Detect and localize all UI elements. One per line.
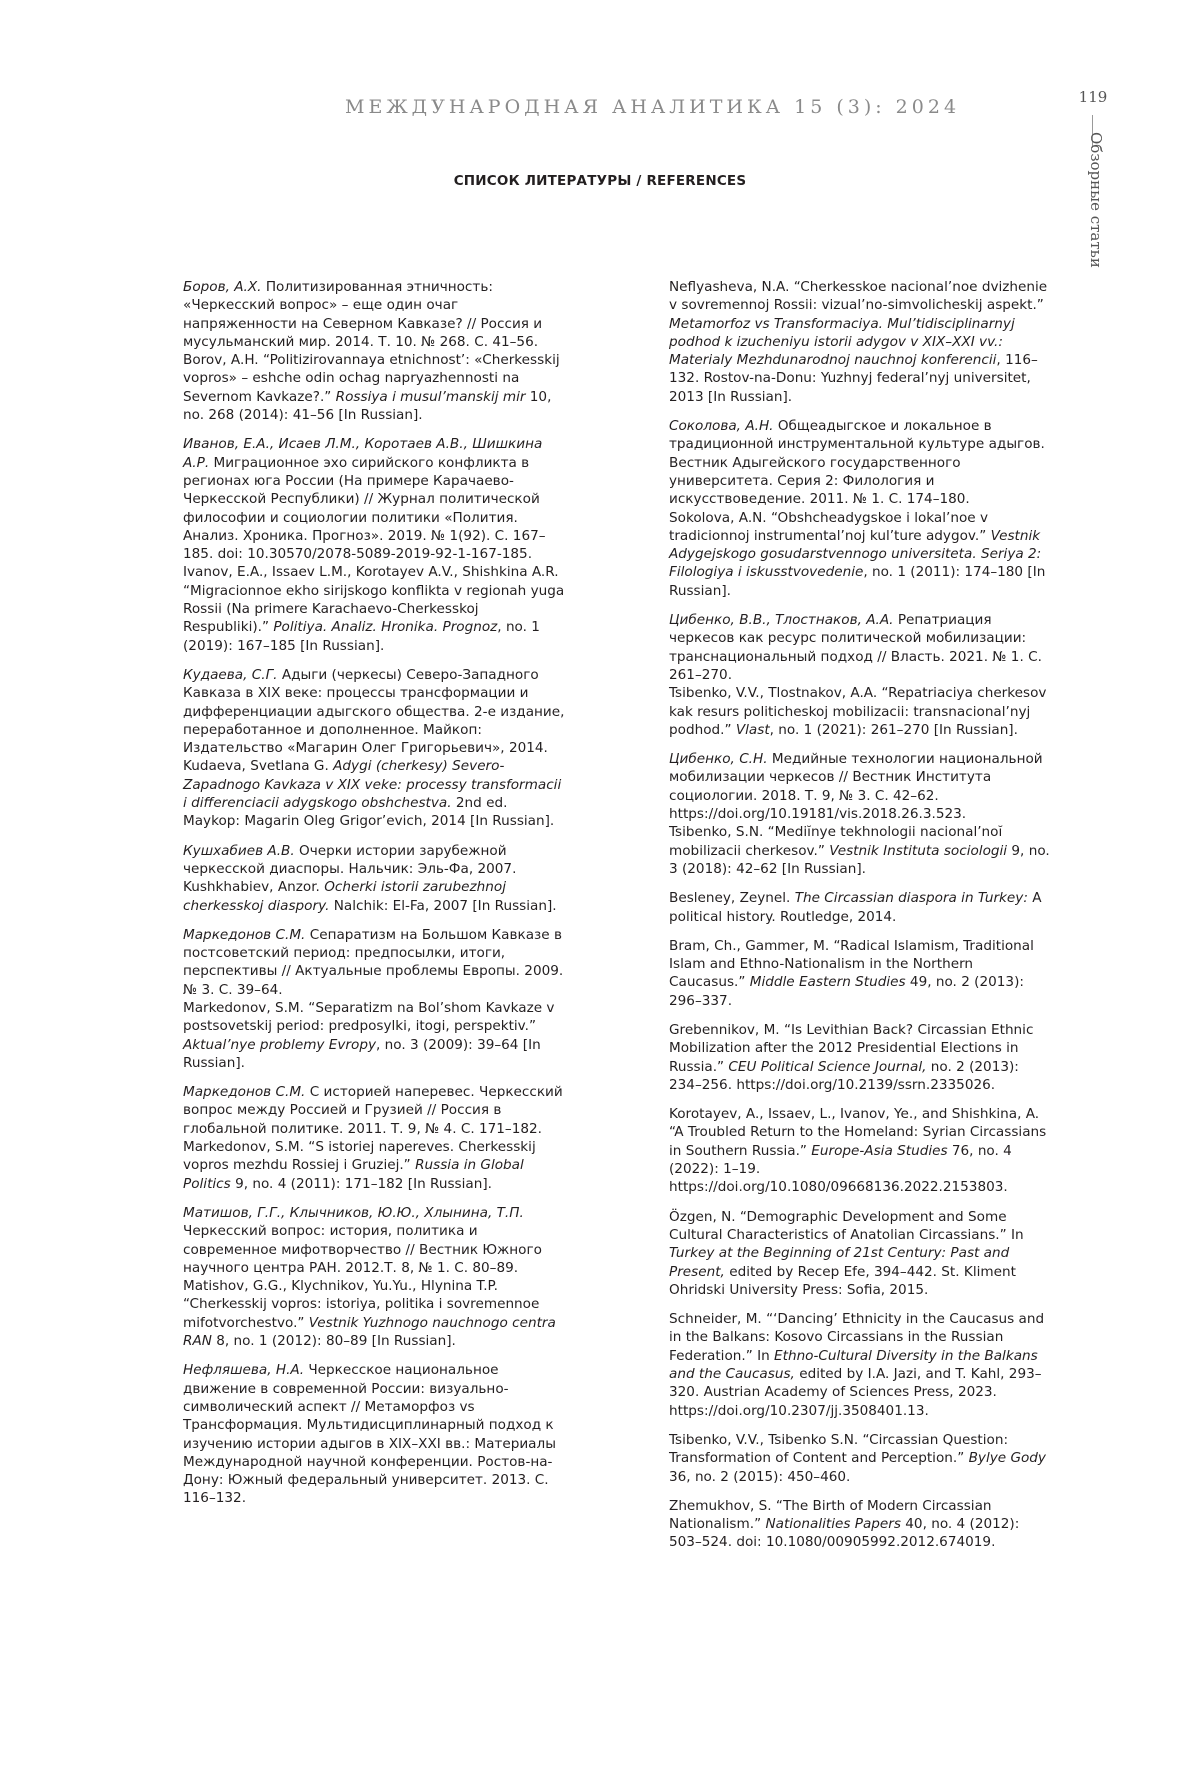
reference-entry xyxy=(633,611,1051,739)
reference-text: Адыги (черкесы) Северо-Западного Кавказа в XIX веке: процессы трансформации и дифференциации адыгского общества. 2-е издание, переработанное и дополненное. Майкоп: Издательство «Магарин Олег Григорьевич», 2014. xyxy=(183,666,565,757)
journal-header: МЕЖДУНАРОДНАЯ АНАЛИТИКА 15 (3): 2024 xyxy=(345,96,961,118)
reference-entry xyxy=(633,1208,1051,1299)
reference-text: Сепаратизм на Большом Кавказе в постсоветский период: предпосылки, итоги, перспективы // Актуальные проблемы Европы. 2009. № 3. С. 39–64. xyxy=(183,926,564,998)
reference-author: Боров, А.Х. xyxy=(183,279,262,295)
reference-author: Маркедонов С.М. xyxy=(183,926,306,943)
reference-transliteration xyxy=(633,1431,1051,1486)
reference-text: Markedonov, S.M. “S istoriej napereves. Cherkesskij vopros mezhdu Rossiej i Gruziej.” xyxy=(183,1139,536,1174)
reference-transliteration xyxy=(147,563,565,654)
reference-text: Schneider, M. “‘Dancing’ Ethnicity in the Caucasus and in the Balkans: Kosovo Circassians in the Russian Federation.” In xyxy=(669,1311,1045,1364)
reference-text: Репатриация черкесов как ресурс политической мобилизации: транснациональный подход // Власть. 2021. № 1. С. 261–270. xyxy=(669,612,1042,683)
reference-source: Europe-Asia Studies xyxy=(811,1142,948,1159)
reference-text: Очерки истории зарубежной черкесской диаспоры. Нальчик: Эль-Фа, 2007. xyxy=(183,842,517,877)
reference-transliteration xyxy=(633,509,1051,600)
reference-transliteration xyxy=(633,889,1051,926)
reference-source: Bylye Gody xyxy=(968,1450,1046,1467)
reference-entry xyxy=(633,278,1051,406)
reference-details: no. 2 (2013): 234–256. https://doi.org/10.2139/ssrn.2335026. xyxy=(669,1058,1019,1093)
reference-transliteration xyxy=(147,1138,565,1193)
reference-text: Tsibenko, V.V., Tlostnakov, A.A. “Repatriaciya cherkesov kak resurs politicheskoj mobilizacii: transnacional’nyj podhod.” xyxy=(669,685,1047,738)
reference-details: , no. 3 (2009): 39–64 [In Russian]. xyxy=(183,1036,541,1071)
reference-entry xyxy=(147,842,565,915)
reference-transliteration xyxy=(147,878,565,915)
reference-details: edited by Recep Efe, 394–442. St. Kliment Ohridski University Press: Sofia, 2015. xyxy=(669,1263,1016,1298)
reference-entry xyxy=(633,889,1051,926)
reference-details: , 116–132. Rostov-na-Donu: Yuzhnyj federal’nyj universitet, 2013 [In Russian]. xyxy=(669,352,1038,405)
reference-author: Кушхабиев А.В. xyxy=(183,842,295,859)
reference-entry xyxy=(633,1431,1051,1486)
reference-text: Черкесское национальное движение в современной России: визуально-символический аспект // Метаморфоз vs Трансформация. Мультидисциплинарный подход к изучению истории адыгов в XIX–XXI вв.: Материалы Международной научной конференции. Ростов-на-Дону: Южный федеральный университет. 2013. С. 116–132. xyxy=(183,1362,556,1507)
reference-details: , no. 1 (2011): 174–180 [In Russian]. xyxy=(669,564,1046,599)
reference-entry xyxy=(633,937,1051,1010)
reference-source: Aktual’nye problemy Evropy xyxy=(183,1036,377,1053)
reference-text: Sokolova, A.N. “Obshcheadygskoe i lokal’noe v tradicionnoj instrumental’noj kul’ture adygov.” xyxy=(669,509,989,544)
reference-entry xyxy=(147,435,565,655)
reference-transliteration xyxy=(633,1021,1051,1094)
reference-entry xyxy=(633,1497,1051,1552)
reference-entry xyxy=(633,750,1051,878)
reference-text: Kushkhabiev, Anzor. xyxy=(183,879,320,896)
reference-details: 76, no. 4 (2022): 1–19. https://doi.org/10.1080/09668136.2022.2153803. xyxy=(669,1142,1012,1196)
references-right-column xyxy=(633,278,1051,1563)
reference-author: Кудаева, С.Г. xyxy=(183,666,278,683)
reference-text: Zhemukhov, S. “The Birth of Modern Circassian Nationalism.” xyxy=(669,1497,992,1533)
reference-text: Markedonov, S.M. “Separatizm na Bol’shom Kavkaze v postsovetskij period: predposylki, itogi, perspektiv.” xyxy=(183,999,555,1035)
reference-original xyxy=(147,926,565,999)
reference-author: Маркедонов С.М. xyxy=(183,1084,306,1101)
reference-text: Медийные технологии национальной мобилизации черкесов // Вестник Института социологии. 2018. Т. 9, № 3. С. 42–62. https://doi.org/10.19181/vis.2018.26.3.523. xyxy=(669,751,1043,823)
reference-source: Turkey at the Beginning of 21st Century: Past and Present, xyxy=(669,1245,1010,1280)
reference-transliteration xyxy=(147,351,565,424)
reference-source: Vestnik Yuzhnogo nauchnogo centra RAN xyxy=(183,1314,556,1350)
reference-entry xyxy=(633,1021,1051,1094)
reference-details: 36, no. 2 (2015): 450–460. xyxy=(669,1468,851,1485)
reference-text: Политизированная этничность: «Черкесский вопрос» – еще один очаг напряженности на Северном Кавказе? // Россия и мусульманский мир. 2014. Т. 10. № 268. С. 41–56. xyxy=(183,279,543,350)
reference-entry xyxy=(633,1105,1051,1196)
reference-original xyxy=(633,611,1051,684)
reference-source: Russia in Global Politics xyxy=(183,1157,524,1192)
reference-original xyxy=(147,278,565,351)
reference-text: Общеадыгское и локальное в традиционной инструментальной культуре адыгов. Вестник Адыгейского государственного университета. Серия 2: Филология и искусствоведение. 2011. № 1. С. 174–180. xyxy=(669,418,1045,508)
reference-text: Özgen, N. “Demographic Development and Some Cultural Characteristics of Anatolian Circassians.” In xyxy=(669,1208,1024,1243)
reference-details: 49, no. 2 (2013): 296–337. xyxy=(669,974,1024,1009)
reference-author: Иванов, Е.А., Исаев Л.М., Коротаев А.В., Шишкина А.Р. xyxy=(183,436,543,471)
section-label: Обзорные статьи xyxy=(1087,132,1105,268)
reference-entry xyxy=(147,1361,565,1507)
reference-source: Metamorfoz vs Transformaciya. Mul’tidisciplinarnyj podhod k izucheniyu istorii adygov v XIX–XXI vv.: Materialy Mezhdunarodnoj nauchnoj konferencii xyxy=(669,315,1015,369)
reference-source: Adygi (cherkesy) Severo-Zapadnogo Kavkaza v XIX veke: processy transformacii i differenciacii adygskogo obshchestva. xyxy=(183,758,562,812)
reference-transliteration xyxy=(147,1277,565,1350)
reference-original xyxy=(147,842,565,879)
reference-transliteration xyxy=(633,1105,1051,1196)
reference-author: Нефляшева, Н.А. xyxy=(183,1362,305,1379)
reference-text: С историей наперевес. Черкесский вопрос между Россией и Грузией // Россия в глобальной политике. 2011. Т. 9, № 4. С. 171–182. xyxy=(183,1084,563,1137)
reference-details: 2nd ed. Maykop: Magarin Oleg Grigor’evich, 2014 [In Russian]. xyxy=(183,795,555,830)
reference-text: Borov, A.H. “Politizirovannaya etnichnost’: «Cherkesskij vopros» – eshche odin ochag napryazhennosti na Severnom Kavkaze?.” xyxy=(183,352,560,405)
reference-source: Nationalities Papers xyxy=(765,1516,901,1533)
reference-original xyxy=(147,666,565,757)
reference-text: Matishov, G.G., Klychnikov, Yu.Yu., Hlynina T.P. “Cherkesskij vopros: istoriya, politika i sovremennoe mifotvorchestvo.” xyxy=(183,1278,540,1331)
reference-source: Ocherki istorii zarubezhnoj cherkesskoj diaspory. xyxy=(183,879,506,914)
reference-original xyxy=(147,1083,565,1138)
reference-source: Politiya. Analiz. Hronika. Prognoz xyxy=(273,619,498,636)
reference-details: , no. 1 (2019): 167–185 [In Russian]. xyxy=(183,619,540,654)
reference-transliteration xyxy=(633,823,1051,878)
reference-text: Grebennikov, M. “Is Levithian Back? Circassian Ethnic Mobilization after the 2012 Presidential Elections in Russia.” xyxy=(669,1021,1034,1075)
reference-author: Цибенко, В.В., Тлостнаков, А.А. xyxy=(669,612,894,629)
reference-details: , no. 1 (2021): 261–270 [In Russian]. xyxy=(769,721,1018,738)
reference-details: 8, no. 1 (2012): 80–89 [In Russian]. xyxy=(216,1333,456,1350)
reference-source: Rossiya i musul’manskij mir xyxy=(335,388,526,405)
reference-source: CEU Political Science Journal, xyxy=(728,1058,927,1075)
reference-source: Vestnik Adygejskogo gosudarstvennogo universiteta. Seriya 2: Filologiya i iskusstvovedenie xyxy=(669,527,1042,581)
reference-source: Vestnik Instituta sociologii xyxy=(829,842,1008,859)
reference-text: Ivanov, E.A., Issaev L.M., Korotayev A.V., Shishkina A.R. “Migracionnoe ekho sirijskogo konflikta v regionah yuga Rossii (Na primere Karachaevo-Cherkesskoj Respubliki).” xyxy=(183,564,565,636)
reference-entry xyxy=(147,1204,565,1350)
reference-transliteration xyxy=(633,937,1051,1010)
reference-transliteration xyxy=(633,1497,1051,1552)
reference-details: 10, no. 268 (2014): 41–56 [In Russian]. xyxy=(183,388,552,424)
reference-transliteration xyxy=(147,757,565,830)
reference-original xyxy=(147,1204,565,1277)
reference-text: Neflyasheva, N.A. “Cherkesskoe nacional’noe dvizhenie v sovremennoj Rossii: vizual’no-simvolicheskij aspekt.” xyxy=(669,279,1048,314)
reference-original xyxy=(633,417,1051,508)
reference-original xyxy=(147,435,565,563)
reference-source: Vlast xyxy=(735,721,770,738)
reference-entry xyxy=(147,1083,565,1193)
reference-entry xyxy=(147,666,565,831)
reference-author: Цибенко, С.Н. xyxy=(669,751,768,768)
reference-transliteration xyxy=(633,278,1051,406)
reference-details: 9, no. 3 (2018): 42–62 [In Russian]. xyxy=(669,842,1050,877)
reference-source: Middle Eastern Studies xyxy=(749,974,906,991)
references-left-column xyxy=(147,278,565,1519)
reference-transliteration xyxy=(633,684,1051,739)
reference-entry xyxy=(633,1310,1051,1420)
reference-source: Ethno-Cultural Diversity in the Balkans and the Caucasus, xyxy=(669,1347,1038,1383)
reference-author: Соколова, А.Н. xyxy=(669,418,774,435)
reference-entry xyxy=(147,278,565,424)
reference-details: 40, no. 4 (2012): 503–524. doi: 10.1080/00905992.2012.674019. xyxy=(669,1516,1020,1551)
reference-text: Миграционное эхо сирийского конфликта в регионах юга России (На примере Карачаево-Черкесской Республики) // Журнал политической философии и социологии политики «Полития. Анализ. Хроника. Прогноз». 2019. № 1(92). С. 167–185. doi: 10.30570/2078-5089-2019-92-1-167-185. xyxy=(183,454,546,563)
page-number: 119 xyxy=(1078,88,1108,106)
reference-original xyxy=(147,1361,565,1507)
reference-text: Bram, Ch., Gammer, M. “Radical Islamism, Traditional Islam and Ethno-Nationalism in the Northern Caucasus.” xyxy=(669,937,1034,991)
reference-entry xyxy=(147,926,565,1072)
reference-transliteration xyxy=(633,1310,1051,1420)
reference-transliteration xyxy=(147,999,565,1072)
reference-details: 9, no. 4 (2011): 171–182 [In Russian]. xyxy=(235,1175,492,1192)
reference-text: Tsibenko, S.N. “Mediĭnye tekhnologii nacional’noĭ mobilizacii cherkesov.” xyxy=(669,824,1003,859)
references-title: СПИСОК ЛИТЕРАТУРЫ / REFERENCES xyxy=(453,173,747,189)
reference-transliteration xyxy=(633,1208,1051,1299)
reference-details: A political history. Routledge, 2014. xyxy=(669,890,1042,925)
reference-text: Besleney, Zeynel. xyxy=(669,890,791,907)
reference-text: Tsibenko, V.V., Tsibenko S.N. “Circassian Question: Transformation of Content and Perception.” xyxy=(669,1431,1009,1467)
reference-text: Черкесский вопрос: история, политика и современное мифотворчество // Вестник Южного научного центра РАН. 2012.Т. 8, № 1. С. 80–89. xyxy=(183,1223,542,1276)
reference-text: Korotayev, A., Issaev, L., Ivanov, Ye., and Shishkina, A. “A Troubled Return to the Homeland: Syrian Circassians in Southern Russia.” xyxy=(669,1106,1047,1159)
reference-source: The Circassian diaspora in Turkey: xyxy=(794,890,1033,907)
reference-original xyxy=(633,750,1051,823)
reference-details: Nalchik: El-Fa, 2007 [In Russian]. xyxy=(333,897,557,914)
reference-text: Kudaeva, Svetlana G. xyxy=(183,758,329,775)
reference-details: edited by I.A. Jazi, and T. Kahl, 293–320. Austrian Academy of Sciences Press, 2023. https://doi.org/10.2307/jj.3508401.13. xyxy=(669,1366,1042,1419)
reference-entry xyxy=(633,417,1051,600)
reference-author: Матишов, Г.Г., Клычников, Ю.Ю., Хлынина, Т.П. xyxy=(183,1204,524,1221)
